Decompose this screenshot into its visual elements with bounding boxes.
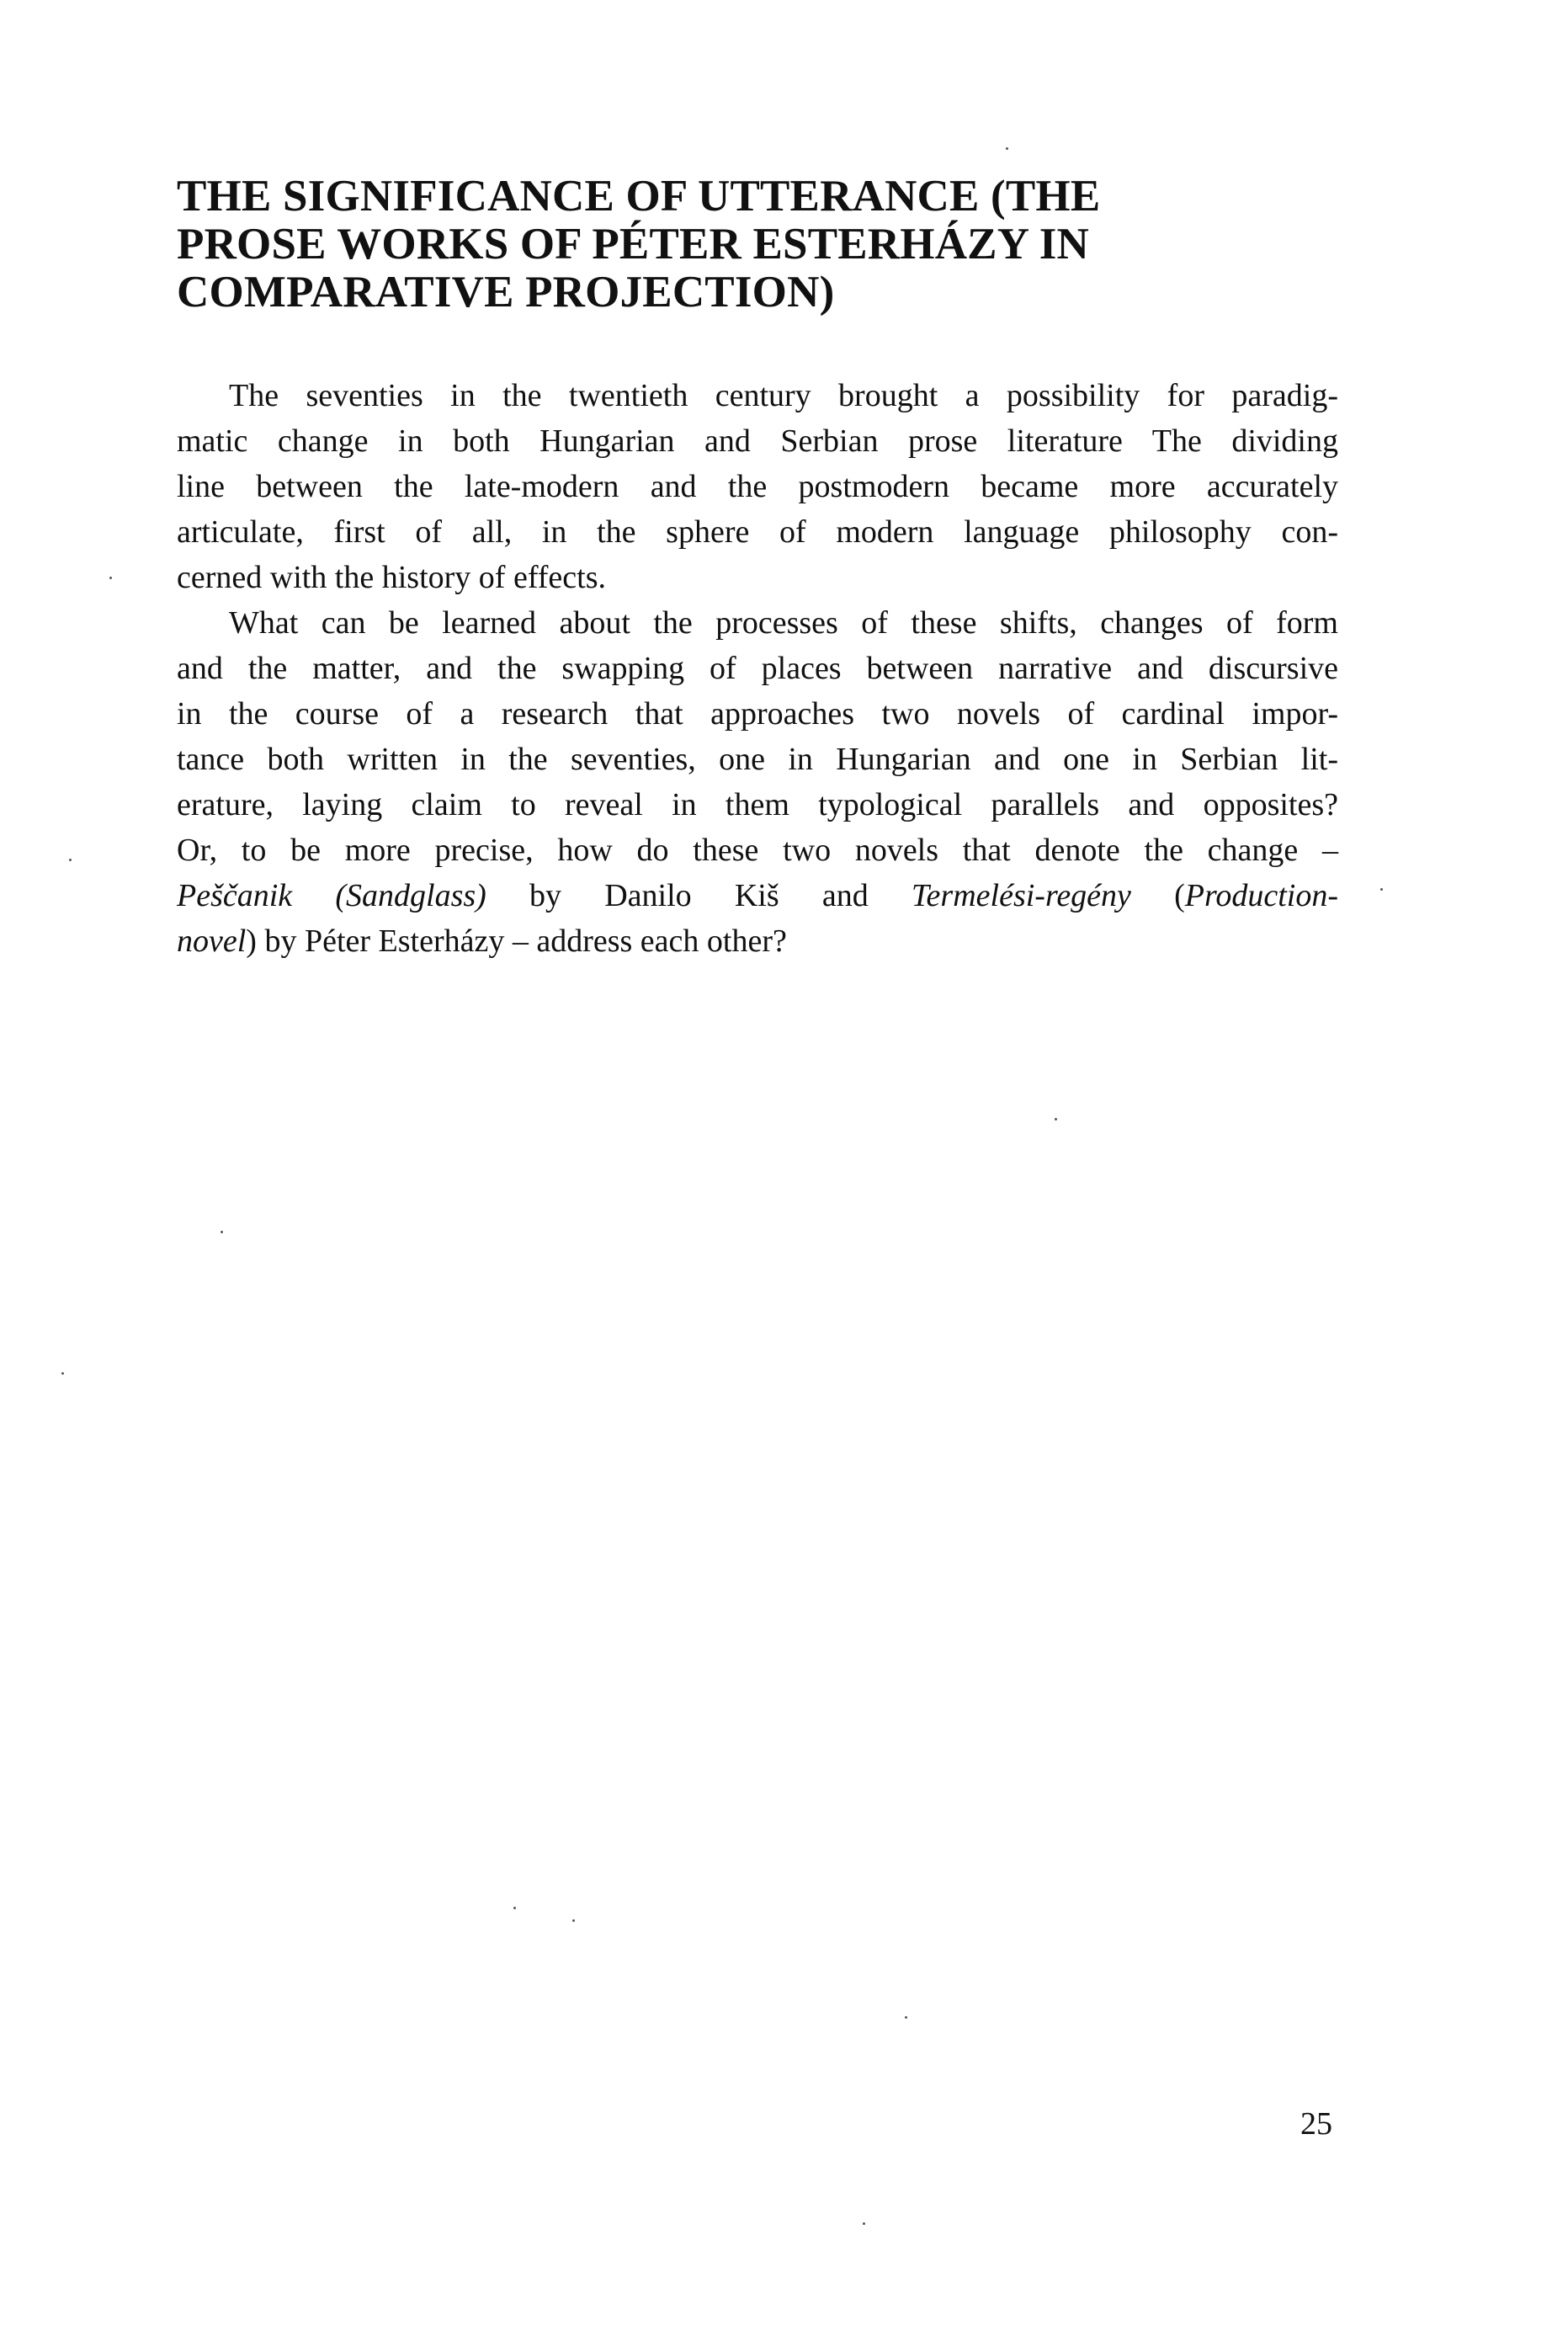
work-title-pescanik: Peščanik (Sandglass): [177, 878, 486, 913]
scan-speck: [221, 1231, 223, 1233]
text-line: articulate, first of all, in the sphere of modern language philosophy con-: [177, 514, 1338, 550]
text-line: cerned with the history of effects.: [177, 560, 607, 595]
work-translation-production-novel: novel: [177, 923, 247, 959]
text-run: ) by Péter Esterházy – address each other?: [246, 923, 787, 959]
page-number: 25: [1300, 2106, 1332, 2142]
text-line: Or, to be more precise, how do these two novels that denote the change –: [177, 833, 1338, 868]
text-run: (: [1130, 878, 1185, 913]
text-line-with-titles: [177, 918, 1338, 964]
chapter-title-line: THE SIGNIFICANCE OF UTTERANCE (THE: [177, 172, 1101, 221]
text-line-with-titles: [177, 873, 1338, 918]
work-translation-production-novel: Production-: [1184, 878, 1339, 913]
text-run: by Danilo Kiš and: [486, 878, 912, 913]
text-line: and the matter, and the swapping of places between narrative and discursive: [177, 651, 1338, 686]
paragraph-1: [177, 373, 1338, 600]
chapter-title-line: PROSE WORKS OF PÉTER ESTERHÁZY IN: [177, 220, 1089, 269]
scan-speck: [1380, 888, 1383, 891]
body-text: [177, 373, 1338, 964]
scan-speck: [1055, 1118, 1057, 1120]
chapter-title: [177, 173, 1380, 317]
scan-speck: [863, 2222, 865, 2225]
text-line: line between the late-modern and the postmodern became more accurately: [177, 469, 1338, 504]
text-line: erature, laying claim to reveal in them typological parallels and opposites?: [177, 787, 1338, 822]
scan-speck: [1006, 147, 1008, 150]
scan-speck: [572, 1919, 575, 1922]
work-title-termelesi-regeny: Termelési-regény: [911, 878, 1131, 913]
scan-speck: [905, 2016, 907, 2019]
text-line: matic change in both Hungarian and Serbian prose literature The dividing: [177, 423, 1338, 459]
scan-speck: [61, 1372, 64, 1375]
text-line: What can be learned about the processes of these shifts, changes of form: [229, 605, 1338, 641]
chapter-title-line: COMPARATIVE PROJECTION): [177, 268, 835, 317]
scan-speck: [513, 1907, 516, 1909]
text-line: in the course of a research that approaches two novels of cardinal impor-: [177, 696, 1338, 732]
text-line: tance both written in the seventies, one in Hungarian and one in Serbian lit-: [177, 742, 1338, 777]
scan-speck: [109, 577, 112, 579]
scan-speck: [69, 859, 72, 861]
paragraph-2: [177, 600, 1338, 964]
text-line: The seventies in the twentieth century brought a possibility for paradig-: [229, 378, 1338, 413]
